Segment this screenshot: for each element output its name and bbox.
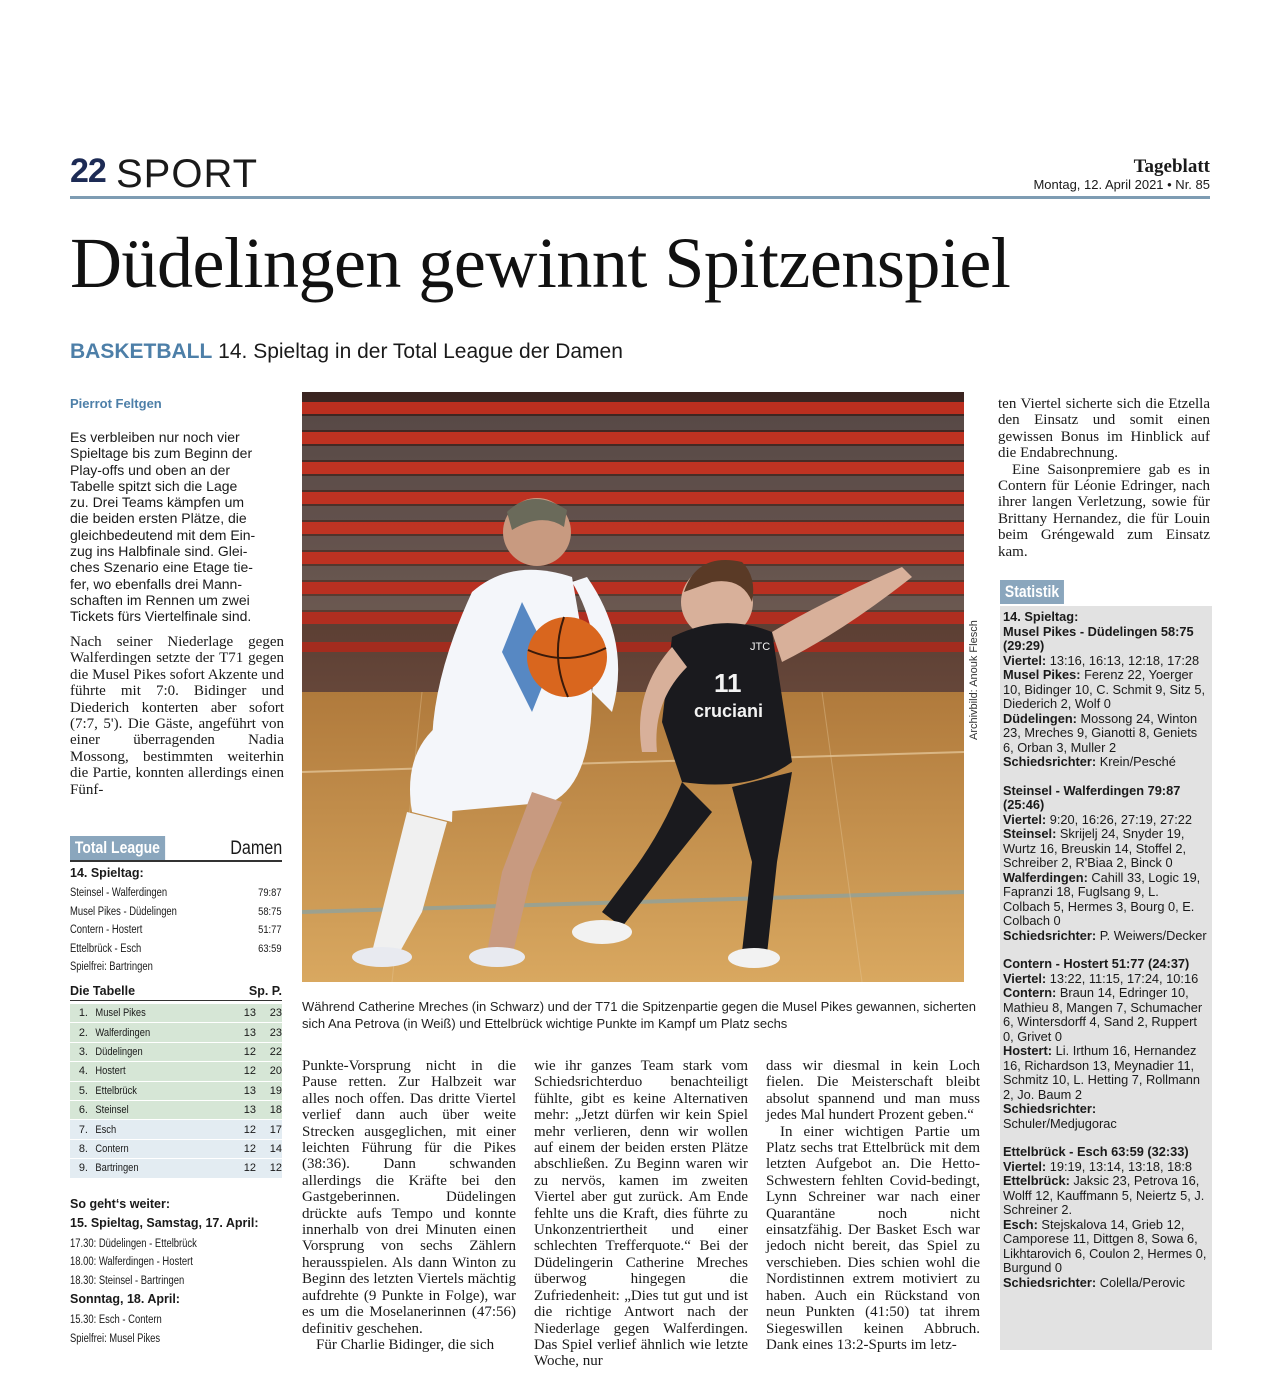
stat-value: 13:16, 16:13, 12:18, 17:28 <box>1046 652 1200 668</box>
points: 20 <box>269 1065 282 1078</box>
paragraph: Eine Saisonpremiere gab es in Contern für Léonie Edringer, nach ihrer langen Verletzung, sowie für Brittany Hernandez, die für Louin beim Gréngewald zum Einsatz kam. <box>998 461 1210 560</box>
league-box <box>70 834 282 1348</box>
team: Steinsel <box>95 1104 129 1117</box>
paragraph: In einer wichtigen Partie um Platz sechs trat Ettelbrück mit dem letzten Aufgebot an. Die Hetto-Schwestern fehlten Covid-bedingt, Lynn Schreiner war nach einer Quarantäne noch nicht einsatzfähig. Der Basket Esch war jedoch nicht bereit, das Spiel zu verschieben. Dies schien wohl die Nordistinnen extrem motiviert zu haben. Auch ein Rückstand von neun Punkten (41:50) tat ihrem Siegeswillen keinen Abbruch. Dank eines 13:2-Spurts im letz- <box>766 1123 980 1353</box>
fixture <box>70 1253 282 1272</box>
result-score: 79:87 <box>258 887 282 900</box>
fixture <box>70 1235 282 1254</box>
result-row <box>70 921 282 940</box>
table-row <box>70 1062 282 1081</box>
stat-key: Schiedsrichter: <box>1003 1274 1097 1290</box>
stat-value: Cahill 33, Logic 19, Fapranzi 18, Fuglsang 9, L. Colbach 5, Hermes 3, Bourg 0, E. Colbach 0 <box>1003 869 1201 928</box>
article-column-5 <box>998 396 1210 560</box>
section-title: SPORT <box>116 152 259 196</box>
intro-paragraph <box>70 429 284 625</box>
stat-value: Mossong 24, Winton 23, Mreches 9, Gianotti 8, Geniets 6, Orban 3, Muller 2 <box>1003 710 1198 755</box>
result-match: Ettelbrück - Esch <box>70 942 142 955</box>
stat-value: P. Weiwers/Decker <box>1096 927 1207 943</box>
stat-game <box>1003 625 1208 770</box>
next-day: Sonntag, 18. April: <box>70 1292 180 1307</box>
team: Düdelingen <box>95 1045 143 1058</box>
statistik-title: Statistik <box>1000 580 1064 604</box>
stat-line <box>1003 929 1208 944</box>
stat-game-title: Contern - Hostert 51:77 (24:37) <box>1003 956 1190 971</box>
statistik-matchday: 14. Spieltag: <box>1003 609 1079 624</box>
newspaper-name: Tageblatt <box>1133 156 1210 177</box>
stat-value: Li. Irthum 16, Hernandez 16, Richardson 13, Meynadier 11, Schmitz 10, L. Hetting 7, Rollmann 2, Jo. Baum 2 <box>1003 1043 1201 1102</box>
rank: 3. <box>78 1045 88 1058</box>
table-label: Die Tabelle <box>70 984 136 999</box>
fixture-text: Spielfrei: Musel Pikes <box>70 1332 161 1345</box>
fixture <box>70 1272 282 1291</box>
stat-line <box>1003 1218 1208 1276</box>
team: Bartringen <box>95 1162 139 1175</box>
stat-line <box>1003 654 1208 669</box>
headline: Düdelingen gewinnt Spitzenspiel <box>70 223 1011 303</box>
basketball-photo-illustration <box>302 392 964 982</box>
jersey-number: 11 <box>714 668 742 698</box>
intro-line: Tabelle spitzt sich die Lage <box>70 477 238 494</box>
stat-line <box>1003 813 1208 828</box>
col-p: P. <box>271 984 282 999</box>
stat-line <box>1003 1102 1208 1131</box>
fixture-text: 18.00: Walferdingen - Hostert <box>70 1256 193 1269</box>
intro-line: Play-offs und oben an der <box>70 461 231 478</box>
table-header <box>70 983 282 1002</box>
stat-value: Colella/Perovic <box>1096 1274 1186 1290</box>
result-match: Contern - Hostert <box>70 924 143 937</box>
stat-value: Ferenz 22, Yoerger 10, Bidinger 10, C. Schmit 9, Sitz 5, Diederich 2, Wolf 0 <box>1003 667 1206 711</box>
next-day: 15. Spieltag, Samstag, 17. April: <box>70 1215 259 1230</box>
stat-line <box>1003 972 1208 987</box>
fixture-text: 18.30: Steinsel - Bartringen <box>70 1274 185 1287</box>
games: 12 <box>243 1142 256 1155</box>
intro-line: Tickets fürs Viertelfinale sind. <box>70 608 252 625</box>
statistik-box <box>1000 580 1212 1350</box>
stat-value: 13:22, 11:15, 17:24, 10:16 <box>1046 970 1199 986</box>
stat-key: Schiedsrichter: <box>1003 1101 1097 1116</box>
result-row <box>70 940 282 959</box>
stat-key: Viertel: <box>1003 811 1047 827</box>
stat-key: Viertel: <box>1003 652 1047 668</box>
rank: 1. <box>78 1007 88 1020</box>
intro-line: Es verbleiben nur noch vier <box>70 429 240 445</box>
stat-line <box>1003 986 1208 1044</box>
stat-key: Viertel: <box>1003 970 1047 986</box>
points: 18 <box>269 1104 282 1117</box>
page-number: 22 <box>70 152 106 190</box>
stat-value: Skrijelj 24, Snyder 19, Wurtz 16, Breuskin 14, Stoffel 2, Schreiber 2, R'Biaa 2, Binck 0 <box>1003 826 1187 870</box>
jersey-text: JTC <box>750 641 771 653</box>
stat-game <box>1003 957 1208 1131</box>
dateline: Montag, 12. April 2021 • Nr. 85 <box>1033 177 1210 192</box>
games: 12 <box>243 1045 256 1058</box>
paragraph: ten Viertel sicherte sich die Etzella den Einsatz und somit einen gewissen Bonus im Hinblick auf die Endabrechnung. <box>998 396 1210 462</box>
photo-caption: Während Catherine Mreches (in Schwarz) und der T71 die Spitzenpartie gegen die Musel Pikes gewannen, sicherten sich Ana Petrova (in Weiß) und Ettelbrück wichtige Punkte im Kampf um Platz sechs <box>302 999 976 1031</box>
article-column-2 <box>302 1058 516 1353</box>
league-category: Damen <box>229 838 282 859</box>
bye-row <box>70 958 282 977</box>
stat-key: Hostert: <box>1003 1043 1053 1058</box>
games: 13 <box>243 1026 256 1039</box>
result-row <box>70 884 282 903</box>
games: 13 <box>243 1007 256 1020</box>
table-row <box>70 1140 282 1159</box>
points: 19 <box>269 1084 282 1097</box>
result-match: Steinsel - Walferdingen <box>70 887 168 900</box>
paragraph: wie ihr ganzes Team stark vom Schiedsrichterduo benachteiligt fühlte, gibt es keine Alternativen mehr: „Jetzt dürfen wir kein Spiel mehr verlieren, denn wir wollen auf einem der beiden ersten Plätze abschließen. Zu Beginn waren wir zu nervös, kamen im zweiten Viertel aber gut zurück. Am Ende fehlte uns die Kraft, dies führte zu Unkonzentriertheit und einer schlechten Trefferquote.“ Bei der Düdelingerin Catherine Mreches überwog hingegen die Zufriedenheit: „Dies tut gut und ist die richtige Antwort nach der Niederlage gegen Walferdingen. Das Spiel verlief ähnlich wie letzte Woche, nur <box>534 1058 748 1370</box>
team: Hostert <box>95 1065 126 1078</box>
stat-value: 9:20, 16:26, 27:19, 27:22 <box>1046 811 1193 827</box>
stat-line <box>1003 827 1208 871</box>
stat-key: Contern: <box>1003 985 1057 1000</box>
statistik-body <box>1000 606 1212 1290</box>
intro-line: schaften im Rennen um zwei <box>70 591 250 608</box>
article-column-1 <box>70 634 284 798</box>
photo-credit: Archivbild: Anouk Flesch <box>968 620 980 740</box>
stat-line <box>1003 1174 1208 1218</box>
paragraph: Nach seiner Niederlage gegen Walferdingen setzte der T71 gegen die Musel Pikes sofort Akzente und führte mit 7:0. Bidinger und Diederich konterten aber sofort (7:7, 5'). Die Gäste, angeführt von einer überragenden Nadia Mossong, bestimmten weiterhin die Partie, konnten allerdings einen Fünf- <box>70 634 284 798</box>
stat-line <box>1003 1276 1208 1291</box>
team: Walferdingen <box>95 1026 151 1039</box>
team: Ettelbrück <box>95 1084 137 1097</box>
rank: 5. <box>78 1084 88 1097</box>
stat-key: Esch: <box>1003 1216 1038 1232</box>
intro-line: die beiden ersten Plätze, die <box>70 510 247 527</box>
stat-line <box>1003 668 1208 712</box>
stat-line <box>1003 871 1208 929</box>
table-row <box>70 1120 282 1139</box>
standings-table <box>70 1004 282 1179</box>
league-box-header <box>70 834 282 862</box>
article-column-4 <box>766 1058 980 1353</box>
stat-key: Musel Pikes: <box>1003 667 1081 682</box>
intro-line: zug ins Halbfinale sind. Glei- <box>70 543 248 560</box>
points: 12 <box>269 1162 282 1175</box>
intro-line: Spieltage bis zum Beginn der <box>70 445 253 462</box>
points: 22 <box>269 1045 282 1058</box>
rank: 6. <box>78 1104 88 1117</box>
article-column-3 <box>534 1058 748 1370</box>
team: Contern <box>95 1142 129 1155</box>
fixture <box>70 1330 282 1349</box>
stat-key: Schiedsrichter: <box>1003 754 1097 769</box>
stat-line <box>1003 1160 1208 1175</box>
stat-value: 19:19, 13:14, 13:18, 18:8 <box>1046 1158 1193 1174</box>
table-row <box>70 1023 282 1042</box>
paragraph: dass wir diesmal in kein Loch fielen. Die Meisterschaft bleibt absolut spannend und man muss jedes Mal hundert Prozent geben.“ <box>766 1058 980 1124</box>
result-match: Musel Pikes - Düdelingen <box>70 905 177 918</box>
stat-key: Walferdingen: <box>1003 869 1088 885</box>
paragraph: Für Charlie Bidinger, die sich <box>316 1336 495 1353</box>
fixture-text: 15.30: Esch - Contern <box>70 1314 162 1327</box>
stat-game <box>1003 784 1208 944</box>
rank: 7. <box>78 1123 88 1136</box>
stat-key: Viertel: <box>1003 1158 1047 1174</box>
fixture-text: 17.30: Düdelingen - Ettelbrück <box>70 1237 197 1250</box>
table-row <box>70 1159 282 1178</box>
stat-game <box>1003 1145 1208 1290</box>
stat-key: Ettelbrück: <box>1003 1173 1070 1188</box>
stat-game-title: Musel Pikes - Düdelingen 58:75 (29:29) <box>1003 623 1194 653</box>
stat-line <box>1003 712 1208 756</box>
points: 23 <box>269 1026 282 1039</box>
stat-game-title: Steinsel - Walferdingen 79:87 (25:46) <box>1003 782 1181 812</box>
next-label: So geht‘s weiter: <box>70 1196 171 1211</box>
rank: 8. <box>78 1142 88 1155</box>
stat-value: Jaksic 23, Petrova 16, Wolff 12, Kauffmann 5, Neiertz 5, J. Schreiner 2. <box>1003 1173 1205 1217</box>
stat-key: Düdelingen: <box>1003 710 1077 726</box>
stat-value: Krein/Pesché <box>1096 754 1176 769</box>
article-photo <box>302 392 964 982</box>
games: 12 <box>243 1123 256 1136</box>
result-score: 63:59 <box>258 942 282 955</box>
fixture <box>70 1311 282 1330</box>
intro-line: zu. Drei Teams kämpfen um <box>70 494 245 511</box>
author: Pierrot Feltgen <box>70 396 162 411</box>
stat-game-title: Ettelbrück - Esch 63:59 (32:33) <box>1003 1144 1189 1159</box>
stat-line <box>1003 755 1208 770</box>
stat-value: Stejskalova 14, Grieb 12, Camporese 11, Dittgen 8, Sowa 6, Likhtarovich 6, Coulon 2, Hermes 0, Burgund 0 <box>1003 1216 1207 1275</box>
stat-key: Schiedsrichter: <box>1003 927 1097 943</box>
stat-value: Braun 14, Edringer 10, Mathieu 8, Mangen 7, Schumacher 6, Wintersdorff 4, Sand 2, Ruppert 0, Grivet 0 <box>1003 985 1203 1044</box>
intro-line: fer, wo ebenfalls drei Mann- <box>70 575 242 592</box>
intro-line: ches Szenario eine Etage tie- <box>70 559 253 576</box>
points: 17 <box>269 1123 282 1136</box>
table-row <box>70 1101 282 1120</box>
matchday-label: 14. Spieltag: <box>70 866 144 880</box>
table-row <box>70 1082 282 1101</box>
games: 12 <box>243 1065 256 1078</box>
intro-line: gleichbedeutend mit dem Ein- <box>70 526 256 543</box>
jersey-sponsor: cruciani <box>694 701 764 721</box>
rank: 2. <box>78 1026 88 1039</box>
stat-value: Schuler/Medjugorac <box>1003 1115 1117 1131</box>
result-row <box>70 903 282 922</box>
team: Musel Pikes <box>95 1007 146 1020</box>
points: 14 <box>269 1142 282 1155</box>
col-sp: Sp. <box>248 984 269 999</box>
team: Esch <box>95 1123 117 1136</box>
table-row <box>70 1004 282 1023</box>
stat-line <box>1003 1044 1208 1102</box>
header-rule <box>70 196 1210 199</box>
games: 12 <box>243 1162 256 1175</box>
paragraph: Punkte-Vorsprung nicht in die Pause retten. Zur Halbzeit war alles noch offen. Das dritte Viertel verlief dann auch über weite Strecken ausgeglichen, mit einer leichten Führung für die Pikes (38:36). Dann schwanden allerdings die Kräfte bei den Gastgeberinnen. Düdelingen drückte aufs Tempo und konnte innerhalb von drei Minuten einen Vorsprung von sechs Zählern herausspielen. Als dann Winton zu Beginn des letzten Viertels mächtig aufdrehte (9 Punkte in Folge), war es um die Moselanerinnen (47:56) definitiv geschehen. <box>302 1058 516 1337</box>
subheadline <box>70 340 623 364</box>
games: 13 <box>243 1104 256 1117</box>
result-score: 58:75 <box>258 905 282 918</box>
bye-text: Spielfrei: Bartringen <box>70 961 153 974</box>
league-title: Total League <box>70 836 165 860</box>
stat-key: Steinsel: <box>1003 826 1057 841</box>
games: 13 <box>243 1084 256 1097</box>
points: 23 <box>269 1007 282 1020</box>
result-score: 51:77 <box>258 924 282 937</box>
table-row <box>70 1043 282 1062</box>
subheadline-text: 14. Spieltag in der Total League der Damen <box>218 340 623 363</box>
rank: 9. <box>78 1162 88 1175</box>
kicker-label: BASKETBALL <box>70 340 213 363</box>
rank: 4. <box>78 1065 88 1078</box>
